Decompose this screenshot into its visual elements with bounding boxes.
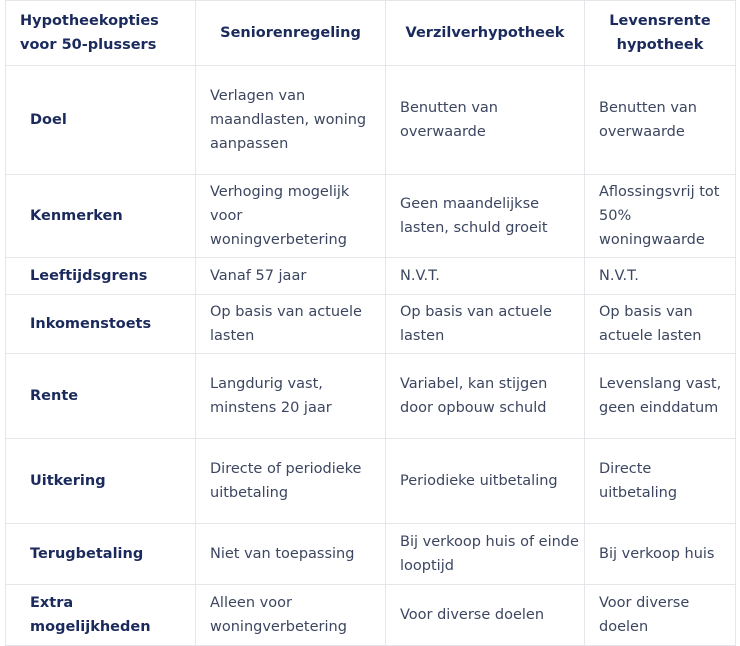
- row-label: Uitkering: [6, 439, 196, 524]
- header-seniorenregeling: Seniorenregeling: [196, 1, 386, 66]
- cell-verzilverhypotheek: Bij verkoop huis of einde looptijd: [386, 524, 585, 585]
- cell-levensrente: N.V.T.: [585, 258, 736, 295]
- cell-verzilverhypotheek: Geen maandelijkse lasten, schuld groeit: [386, 175, 585, 258]
- table-row: [6, 66, 736, 175]
- cell-verzilverhypotheek: Voor diverse doelen: [386, 585, 585, 646]
- header-verzilverhypotheek: Verzilverhypotheek: [386, 1, 585, 66]
- comparison-table: [5, 0, 736, 646]
- row-label: Terugbetaling: [6, 524, 196, 585]
- table-row: [6, 354, 736, 439]
- table-row: [6, 524, 736, 585]
- cell-seniorenregeling: Alleen voor woningverbetering: [196, 585, 386, 646]
- header-options: Hypotheekopties voor 50-plussers: [6, 1, 196, 66]
- cell-verzilverhypotheek: Op basis van actuele lasten: [386, 295, 585, 354]
- cell-seniorenregeling: Niet van toepassing: [196, 524, 386, 585]
- cell-levensrente: Levenslang vast, geen einddatum: [585, 354, 736, 439]
- cell-verzilverhypotheek: Variabel, kan stijgen door opbouw schuld: [386, 354, 585, 439]
- cell-seniorenregeling: Verhoging mogelijk voor woningverbetering: [196, 175, 386, 258]
- cell-verzilverhypotheek: Periodieke uitbetaling: [386, 439, 585, 524]
- table-row: [6, 585, 736, 646]
- cell-verzilverhypotheek: N.V.T.: [386, 258, 585, 295]
- cell-levensrente: Benutten van overwaarde: [585, 66, 736, 175]
- row-label: Leeftijdsgrens: [6, 258, 196, 295]
- cell-levensrente: Bij verkoop huis: [585, 524, 736, 585]
- header-row: [6, 1, 736, 66]
- header-levensrente-hypotheek: Levensrente hypotheek: [585, 1, 736, 66]
- cell-seniorenregeling: Vanaf 57 jaar: [196, 258, 386, 295]
- cell-seniorenregeling: Directe of periodieke uitbetaling: [196, 439, 386, 524]
- row-label: Extra mogelijkheden: [6, 585, 196, 646]
- cell-levensrente: Voor diverse doelen: [585, 585, 736, 646]
- cell-seniorenregeling: Langdurig vast, minstens 20 jaar: [196, 354, 386, 439]
- cell-levensrente: Aflossingsvrij tot 50% woningwaarde: [585, 175, 736, 258]
- cell-seniorenregeling: Verlagen van maandlasten, woning aanpassen: [196, 66, 386, 175]
- row-label: Rente: [6, 354, 196, 439]
- cell-seniorenregeling: Op basis van actuele lasten: [196, 295, 386, 354]
- row-label: Doel: [6, 66, 196, 175]
- table-row: [6, 175, 736, 258]
- cell-levensrente: Op basis van actuele lasten: [585, 295, 736, 354]
- cell-verzilverhypotheek: Benutten van overwaarde: [386, 66, 585, 175]
- row-label: Kenmerken: [6, 175, 196, 258]
- cell-levensrente: Directe uitbetaling: [585, 439, 736, 524]
- table-row: [6, 295, 736, 354]
- table-row: [6, 439, 736, 524]
- table-row: [6, 258, 736, 295]
- row-label: Inkomenstoets: [6, 295, 196, 354]
